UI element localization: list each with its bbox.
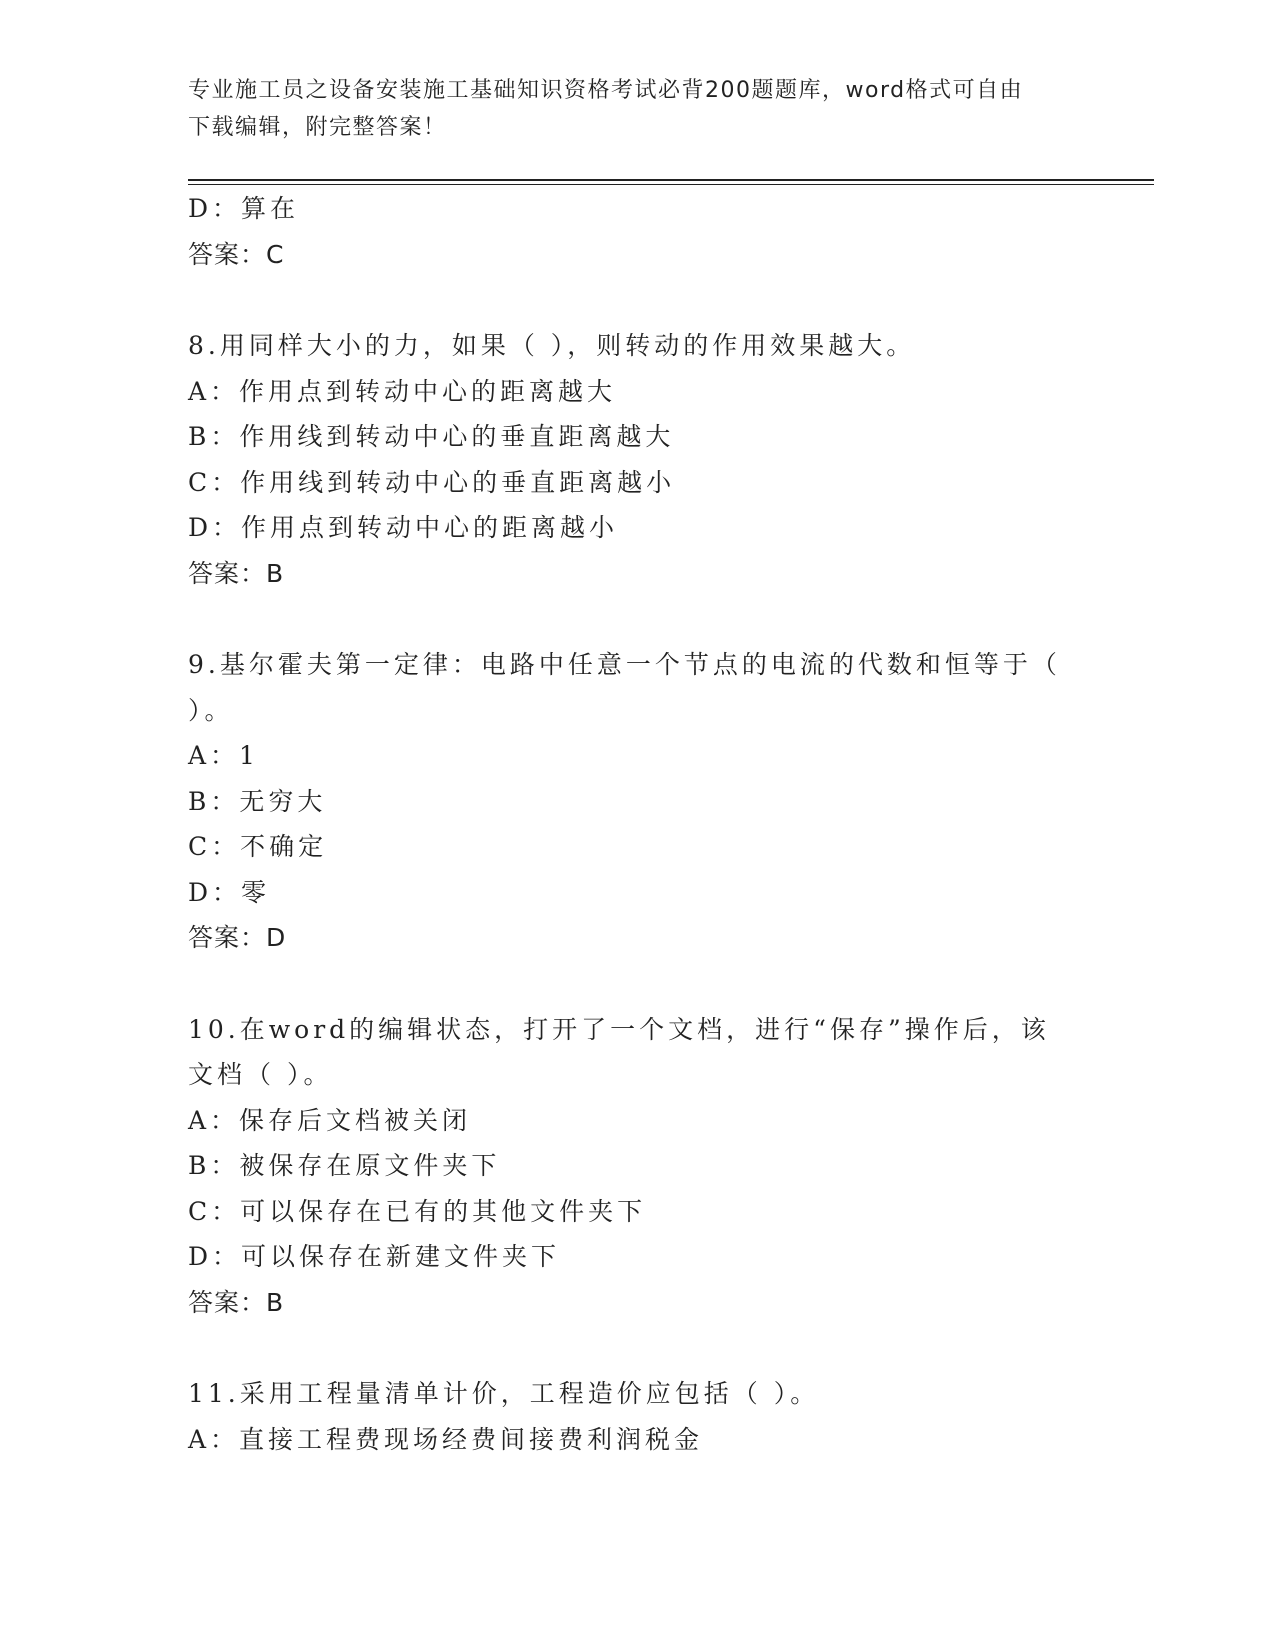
- header-divider-thick: [188, 179, 1154, 181]
- answer: 答案：B: [188, 1287, 285, 1317]
- option-c: C：可以保存在已有的其他文件夹下: [188, 1196, 647, 1226]
- header-divider-thin: [188, 184, 1154, 185]
- question-stem-cont: 文档（ ）。: [188, 1060, 333, 1089]
- option-a: A：保存后文档被关闭: [188, 1105, 472, 1135]
- prev-option-d: D：算在: [188, 194, 300, 223]
- question-8: [188, 323, 1088, 596]
- option-c: C：不确定: [188, 832, 328, 861]
- question-10: [188, 1007, 1088, 1326]
- answer: 答案：D: [188, 923, 287, 952]
- question-list: [188, 186, 1088, 1462]
- document-header: [188, 72, 1068, 146]
- option-d: D：可以保存在新建文件夹下: [188, 1242, 561, 1271]
- answer: 答案：B: [188, 558, 285, 588]
- header-line-1: 专业施工员之设备安装施工基础知识资格考试必背200题题库，word格式可自由: [188, 78, 1024, 103]
- option-b: B：作用线到转动中心的垂直距离越大: [188, 422, 675, 451]
- header-line-2: 下载编辑，附完整答案！: [188, 115, 447, 140]
- question-stem-cont: ）。: [188, 695, 234, 725]
- option-b: B：被保存在原文件夹下: [188, 1151, 501, 1180]
- option-b: B：无穷大: [188, 786, 327, 816]
- option-d: D：作用点到转动中心的距离越小: [188, 513, 619, 542]
- option-a: A：1: [188, 741, 259, 770]
- option-d: D：零: [188, 877, 271, 907]
- question-stem: 10.在word的编辑状态，打开了一个文档，进行“保存”操作后，该: [188, 1014, 1050, 1044]
- spacer: [188, 1325, 1088, 1371]
- option-a: A：作用点到转动中心的距离越大: [188, 376, 617, 406]
- question-11: [188, 1371, 1088, 1462]
- question-stem: 9.基尔霍夫第一定律：电路中任意一个节点的电流的代数和恒等于（: [188, 650, 1061, 679]
- prev-answer: 答案：C: [188, 239, 285, 269]
- option-c: C：作用线到转动中心的垂直距离越小: [188, 467, 676, 497]
- question-9: [188, 642, 1088, 961]
- spacer: [188, 596, 1088, 642]
- spacer: [188, 277, 1088, 323]
- question-stem: 8.用同样大小的力，如果（ ），则转动的作用效果越大。: [188, 331, 916, 360]
- option-a: A：直接工程费现场经费间接费利润税金: [188, 1424, 704, 1454]
- question-stem: 11.采用工程量清单计价，工程造价应包括（ ）。: [188, 1379, 820, 1408]
- spacer: [188, 961, 1088, 1007]
